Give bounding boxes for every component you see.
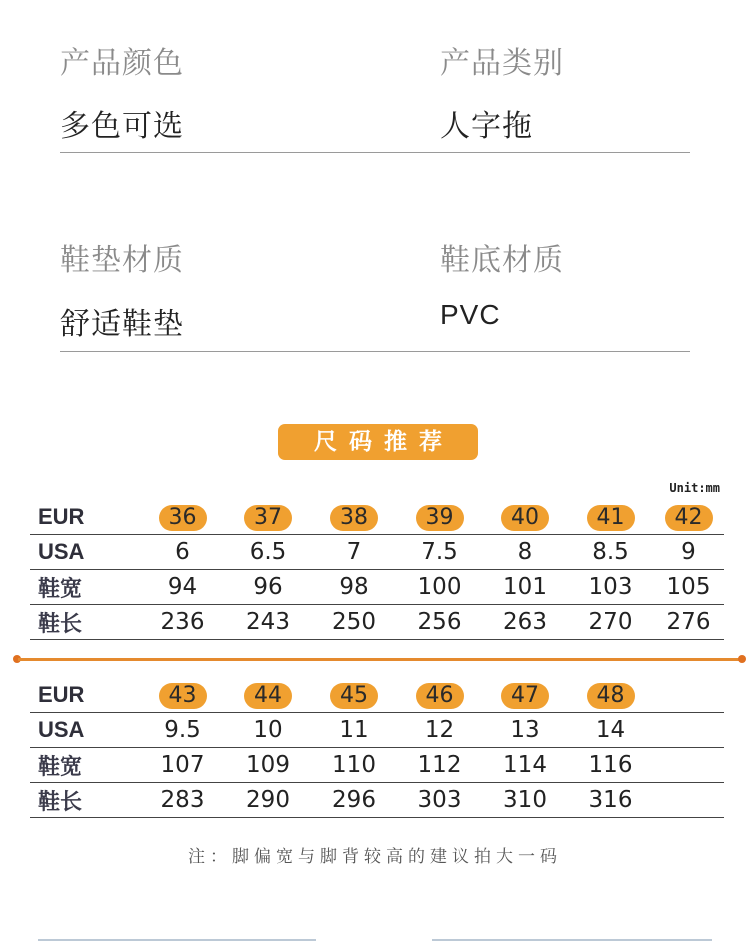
cell-width: 107 — [140, 748, 225, 783]
cell-usa: 6.5 — [225, 535, 311, 570]
row-label-usa: USA — [30, 713, 140, 748]
cell-width: 98 — [311, 570, 397, 605]
spec-value-category: 人字拖 — [440, 109, 533, 144]
table-row-width — [30, 570, 724, 605]
table-row-width — [30, 748, 724, 783]
cell-length: 290 — [225, 783, 311, 818]
table-row-length — [30, 605, 724, 640]
size-note: 注：脚偏宽与脚背较高的建议拍大一码 — [188, 847, 562, 867]
cell-length: 236 — [140, 605, 225, 640]
cell-usa: 8.5 — [568, 535, 653, 570]
spec-label-insole: 鞋垫材质 — [60, 243, 184, 278]
eur-size-pill: 37 — [244, 505, 292, 531]
cell-width: 116 — [568, 748, 653, 783]
size-table-2 — [30, 678, 724, 818]
cell-length: 296 — [311, 783, 397, 818]
spec-label-sole: 鞋底材质 — [440, 243, 564, 278]
cell-width: 109 — [225, 748, 311, 783]
cell-width: 94 — [140, 570, 225, 605]
eur-size-pill: 41 — [587, 505, 635, 531]
eur-size-pill: 40 — [501, 505, 549, 531]
cell-usa: 8 — [482, 535, 568, 570]
eur-size-pill: 38 — [330, 505, 378, 531]
table-row-length — [30, 783, 724, 818]
table-row-usa — [30, 535, 724, 570]
spec-value-insole: 舒适鞋垫 — [60, 307, 184, 342]
eur-size-pill: 39 — [416, 505, 464, 531]
cell-width: 101 — [482, 570, 568, 605]
cell-width: 110 — [311, 748, 397, 783]
cell-usa: 14 — [568, 713, 653, 748]
row-label-width: 鞋宽 — [30, 570, 140, 605]
eur-size-pill: 47 — [501, 683, 549, 709]
cell-length: 316 — [568, 783, 653, 818]
cell-usa: 9 — [653, 535, 724, 570]
cell-width: 112 — [397, 748, 482, 783]
row-label-eur: EUR — [30, 678, 140, 713]
spec-divider-1 — [60, 152, 690, 153]
cell-usa: 7.5 — [397, 535, 482, 570]
row-label-eur: EUR — [30, 500, 140, 535]
cell-width: 96 — [225, 570, 311, 605]
row-label-length: 鞋长 — [30, 783, 140, 818]
bottom-image-edge-right — [432, 939, 712, 941]
spec-value-sole: PVC — [440, 299, 501, 330]
unit-label: Unit:mm — [669, 481, 720, 495]
cell-usa: 12 — [397, 713, 482, 748]
eur-size-pill: 45 — [330, 683, 378, 709]
spec-label-category: 产品类别 — [440, 46, 564, 81]
cell-width: 114 — [482, 748, 568, 783]
eur-size-pill: 42 — [665, 505, 713, 531]
cell-width: 100 — [397, 570, 482, 605]
table-divider — [18, 658, 744, 661]
cell-usa: 6 — [140, 535, 225, 570]
eur-size-pill: 46 — [416, 683, 464, 709]
eur-size-pill: 48 — [587, 683, 635, 709]
cell-length: 270 — [568, 605, 653, 640]
cell-usa: 11 — [311, 713, 397, 748]
spec-label-color: 产品颜色 — [60, 46, 184, 81]
row-label-length: 鞋长 — [30, 605, 140, 640]
table-row-usa — [30, 713, 724, 748]
cell-length: 256 — [397, 605, 482, 640]
size-table-1 — [30, 500, 724, 640]
cell-length: 310 — [482, 783, 568, 818]
spec-value-color: 多色可选 — [60, 109, 184, 144]
cell-usa: 13 — [482, 713, 568, 748]
table-row-eur — [30, 500, 724, 535]
cell-width: 103 — [568, 570, 653, 605]
eur-size-pill: 43 — [159, 683, 207, 709]
bottom-image-edge-left — [38, 939, 316, 941]
table-row-eur — [30, 678, 724, 713]
cell-length: 283 — [140, 783, 225, 818]
cell-usa: 10 — [225, 713, 311, 748]
cell-length: 303 — [397, 783, 482, 818]
divider-dot-right — [738, 655, 746, 663]
cell-length: 250 — [311, 605, 397, 640]
cell-width: 105 — [653, 570, 724, 605]
size-recommendation-title: 尺码推荐 — [278, 424, 478, 460]
row-label-width: 鞋宽 — [30, 748, 140, 783]
eur-size-pill: 36 — [159, 505, 207, 531]
cell-usa: 9.5 — [140, 713, 225, 748]
cell-length: 263 — [482, 605, 568, 640]
row-label-usa: USA — [30, 535, 140, 570]
cell-usa: 7 — [311, 535, 397, 570]
eur-size-pill: 44 — [244, 683, 292, 709]
spec-divider-2 — [60, 351, 690, 352]
cell-length: 243 — [225, 605, 311, 640]
cell-length: 276 — [653, 605, 724, 640]
